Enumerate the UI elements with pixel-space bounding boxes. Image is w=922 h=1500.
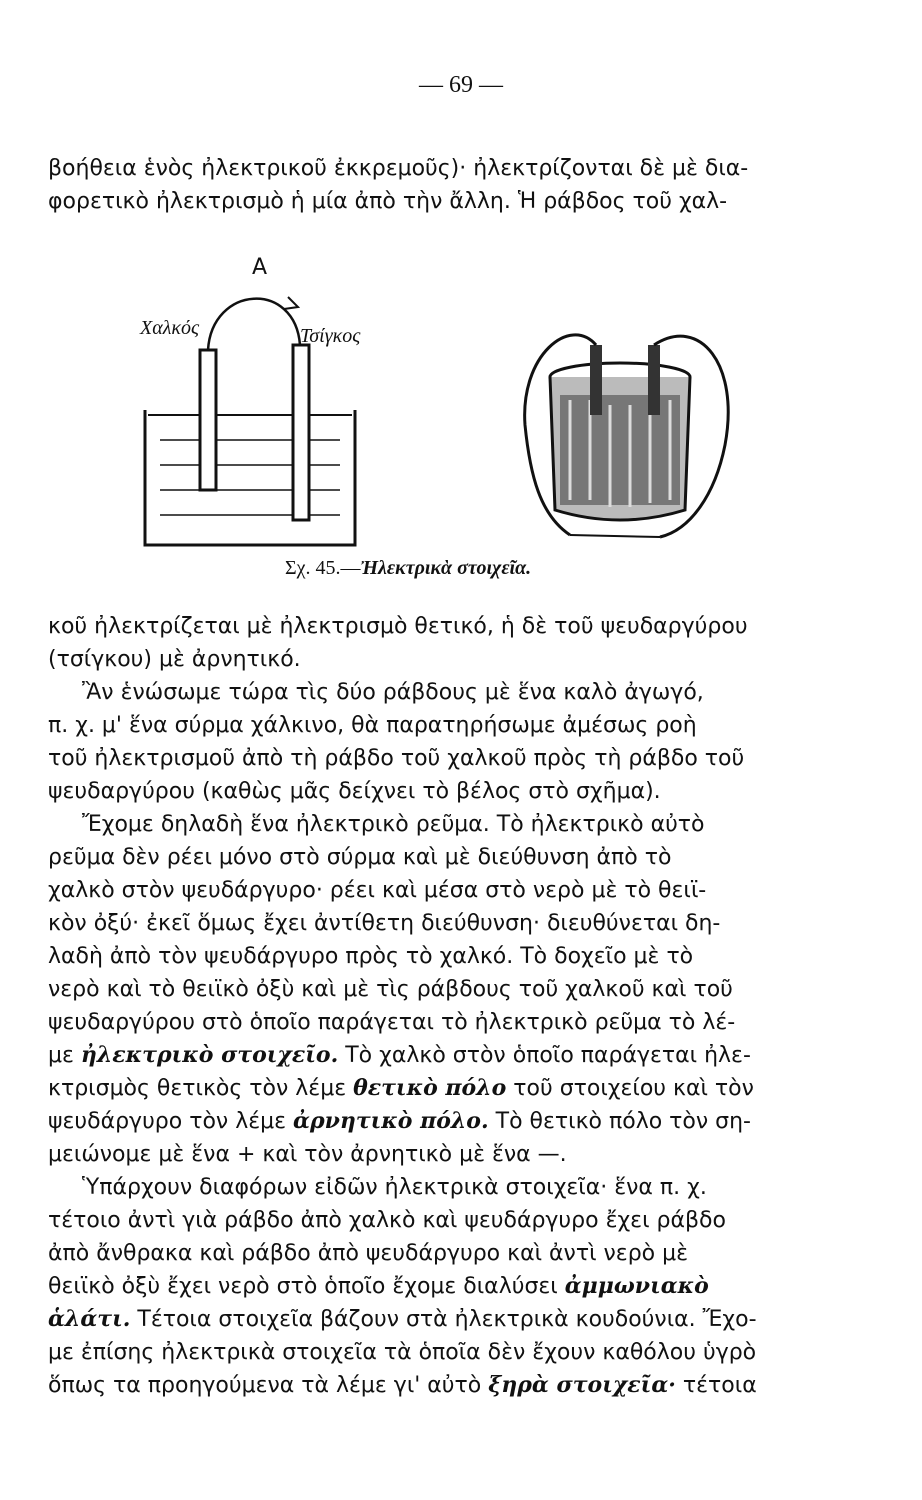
text-run: ψευδάργυρο τὸν λέμε (48, 1109, 294, 1134)
text-line: Ἔχομε δηλαδὴ ἕνα ἠλεκτρικὸ ρεῦμα. Τὸ ἠλεκτρικὸ αὐτὸ (82, 812, 705, 837)
text-line: νερὸ καὶ τὸ θειϊκὸ ὀξὺ καὶ μὲ τὶς ράβδους τοῦ χαλκοῦ καὶ τοῦ (48, 977, 733, 1002)
term-electric-cell: ἠλεκτρικὸ στοιχεῖο. (80, 1042, 339, 1068)
text-line (48, 1369, 838, 1402)
text-line (48, 1270, 838, 1303)
text-line: ἀπὸ ἄνθρακα καὶ ράβδο ἀπὸ ψευδάργυρο καὶ ἀντὶ νερὸ μὲ (48, 1241, 688, 1266)
text-run: τέτοια (675, 1373, 757, 1398)
label-a: A (252, 255, 268, 280)
caption-prefix: Σχ. 45.— (285, 557, 361, 579)
text-line: λαδὴ ἀπὸ τὸν ψευδάργυρο πρὸς τὸ χαλκό. Τὸ δοχεῖο μὲ τὸ (48, 944, 694, 969)
text-line: κοῦ ἠλεκτρίζεται μὲ ἠλεκτρισμὸ θετικό, ἡ δὲ τοῦ ψευδαργύρου (48, 614, 748, 639)
text-run: Τὸ θετικὸ πόλο τὸν ση- (488, 1109, 751, 1134)
text-line: βοήθεια ἑνὸς ἠλεκτρικοῦ ἐκκρεμοῦς)· ἠλεκτρίζονται δὲ μὲ δια- (48, 156, 749, 181)
caption-title: Ἠλεκτρικὰ στοιχεῖα. (360, 557, 532, 579)
text-run: Τὸ χαλκὸ στὸν ὁποῖο παράγεται ἠλε- (338, 1043, 751, 1068)
text-line: (τσίγκου) μὲ ἀρνητικό. (48, 647, 301, 672)
text-line (48, 1072, 838, 1105)
text-line: ρεῦμα δὲν ρέει μόνο στὸ σύρμα καὶ μὲ διεύθυνση ἀπὸ τὸ (48, 845, 672, 870)
text-run: Τέτοια στοιχεῖα βάζουν στὰ ἠλεκτρικὰ κουδούνια. Ἔχο- (130, 1307, 757, 1332)
text-line: τοῦ ἠλεκτρισμοῦ ἀπὸ τὴ ράβδο τοῦ χαλκοῦ πρὸς τὴ ράβδο τοῦ (48, 746, 745, 771)
text-run: κτρισμὸς θετικὸς τὸν λέμε (48, 1076, 354, 1101)
text-line (48, 1105, 838, 1138)
electric-cells-illustration (100, 245, 800, 575)
text-line: κὸν ὀξύ· ἐκεῖ ὅμως ἔχει ἀντίθετη διεύθυνση· διευθύνεται δη- (48, 911, 721, 936)
page-number: — 69 — (419, 72, 503, 98)
text-line: ψευδαργύρου στὸ ὁποῖο παράγεται τὸ ἠλεκτρικὸ ρεῦμα τὸ λέ- (48, 1010, 736, 1035)
text-line: ψευδαργύρου (καθὼς μᾶς δείχνει τὸ βέλος στὸ σχῆμα). (48, 779, 661, 804)
text-line: Ἂν ἑνώσωμε τώρα τὶς δύο ράβδους μὲ ἕνα καλὸ ἀγωγό, (82, 680, 704, 705)
text-line: φορετικὸ ἠλεκτρισμὸ ἡ μία ἀπὸ τὴν ἄλλη. Ἡ ράβδος τοῦ χαλ- (48, 189, 728, 214)
text-line: Ὑπάρχουν διαφόρων εἰδῶν ἠλεκτρικὰ στοιχεῖα· ἕνα π. χ. (82, 1175, 707, 1200)
label-zinc: Τσίγκος (300, 325, 361, 347)
text-line: τέτοιο ἀντὶ γιὰ ράβδο ἀπὸ χαλκὸ καὶ ψευδάργυρο ἔχει ράβδο (48, 1208, 726, 1233)
body-paragraphs (48, 610, 838, 1402)
term-positive-pole: θετικὸ πόλο (353, 1075, 507, 1101)
text-line: π. χ. μ' ἕνα σύρμα χάλκινο, θὰ παρατηρήσωμε ἀμέσως ροὴ (48, 713, 697, 738)
text-run: με (48, 1043, 81, 1068)
figure-caption (285, 557, 531, 580)
text-line: με ἐπίσης ἠλεκτρικὰ στοιχεῖα τὰ ὁποῖα δὲν ἔχουν καθόλου ὑγρὸ (48, 1340, 757, 1365)
term-ammonium-salt: ἀμμωνιακὸ (564, 1273, 709, 1299)
label-copper: Χαλκός (140, 317, 200, 339)
figure-45 (100, 245, 800, 575)
text-line: χαλκὸ στὸν ψευδάργυρο· ρέει καὶ μέσα στὸ νερὸ μὲ τὸ θειϊ- (48, 878, 707, 903)
term-dry-cells: ξηρὰ στοιχεῖα· (488, 1372, 676, 1398)
term-salt: ἁλάτι. (48, 1306, 131, 1332)
text-line (48, 1303, 838, 1336)
text-run: θειϊκὸ ὀξὺ ἔχει νερὸ στὸ ὁποῖο ἔχομε διαλύσει (48, 1274, 565, 1299)
text-run: ὅπως τα προηγούμενα τὰ λέμε γι' αὐτὸ (48, 1373, 489, 1398)
jar-cell-drawing (525, 335, 729, 537)
term-negative-pole: ἀρνητικὸ πόλο. (293, 1108, 489, 1134)
text-line: μειώνομε μὲ ἕνα + καὶ τὸν ἀρνητικὸ μὲ ἕνα —. (48, 1142, 567, 1167)
text-line (48, 1039, 838, 1072)
top-paragraph (48, 152, 838, 218)
text-run: τοῦ στοιχείου καὶ τὸν (506, 1076, 754, 1101)
